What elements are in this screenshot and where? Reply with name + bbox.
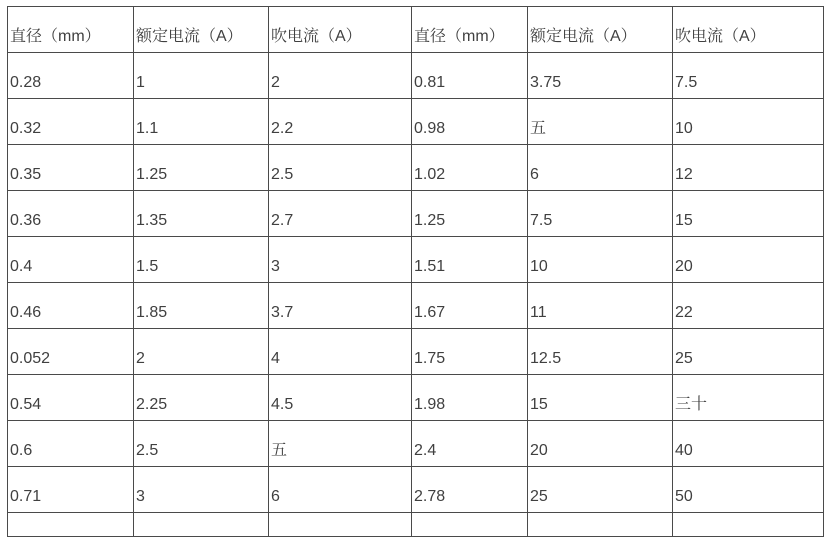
table-row	[8, 421, 824, 467]
table-cell: 25	[528, 467, 673, 513]
table-cell: 25	[673, 329, 824, 375]
table-cell: 3.7	[269, 283, 412, 329]
table-cell: 20	[673, 237, 824, 283]
table-cell: 1.25	[412, 191, 528, 237]
table-cell: 40	[673, 421, 824, 467]
table-row	[8, 145, 824, 191]
table-cell: 1.67	[412, 283, 528, 329]
table-row	[8, 467, 824, 513]
table-row	[8, 329, 824, 375]
table-cell: 2.5	[134, 421, 269, 467]
table-cell: 0.46	[8, 283, 134, 329]
table-cell	[412, 513, 528, 537]
table-row	[8, 53, 824, 99]
table-cell: 2	[134, 329, 269, 375]
table-row	[8, 99, 824, 145]
table-cell: 0.71	[8, 467, 134, 513]
table-cell: 50	[673, 467, 824, 513]
table-cell: 1.1	[134, 99, 269, 145]
table-row	[8, 283, 824, 329]
table-cell: 2.4	[412, 421, 528, 467]
table-cell: 0.98	[412, 99, 528, 145]
table-cell: 0.28	[8, 53, 134, 99]
table-cell	[134, 513, 269, 537]
table-cell: 0.052	[8, 329, 134, 375]
column-header-blow-current-right: 吹电流（A）	[673, 7, 824, 53]
table-row	[8, 191, 824, 237]
table-cell: 1.75	[412, 329, 528, 375]
table-cell: 0.81	[412, 53, 528, 99]
table-cell: 0.6	[8, 421, 134, 467]
table-cell: 6	[269, 467, 412, 513]
table-cell: 五	[528, 99, 673, 145]
table-row-empty	[8, 513, 824, 537]
table-cell: 12.5	[528, 329, 673, 375]
table-cell	[528, 513, 673, 537]
table-cell: 1.85	[134, 283, 269, 329]
table-row	[8, 375, 824, 421]
table-cell	[673, 513, 824, 537]
table-cell: 4	[269, 329, 412, 375]
table-cell: 2.2	[269, 99, 412, 145]
table-cell: 3.75	[528, 53, 673, 99]
table-row	[8, 237, 824, 283]
table-cell: 0.35	[8, 145, 134, 191]
table-cell: 22	[673, 283, 824, 329]
table-cell: 10	[528, 237, 673, 283]
table-cell: 五	[269, 421, 412, 467]
table-cell: 12	[673, 145, 824, 191]
table-cell: 1.5	[134, 237, 269, 283]
table-cell: 7.5	[528, 191, 673, 237]
table-cell: 3	[269, 237, 412, 283]
table-cell: 1	[134, 53, 269, 99]
table-cell: 2.7	[269, 191, 412, 237]
table-cell	[8, 513, 134, 537]
table-cell: 2.78	[412, 467, 528, 513]
table-cell: 2.25	[134, 375, 269, 421]
table-cell: 1.35	[134, 191, 269, 237]
table-cell: 2.5	[269, 145, 412, 191]
table-cell: 15	[673, 191, 824, 237]
table-cell: 0.36	[8, 191, 134, 237]
column-header-rated-current-right: 额定电流（A）	[528, 7, 673, 53]
table-cell: 1.98	[412, 375, 528, 421]
table-cell: 20	[528, 421, 673, 467]
table-cell: 6	[528, 145, 673, 191]
table-cell: 3	[134, 467, 269, 513]
column-header-rated-current-left: 额定电流（A）	[134, 7, 269, 53]
column-header-diameter-right: 直径（mm）	[412, 7, 528, 53]
fuse-wire-current-table	[7, 6, 824, 537]
table-cell: 1.02	[412, 145, 528, 191]
table-cell: 0.54	[8, 375, 134, 421]
table-cell: 2	[269, 53, 412, 99]
table-cell: 0.32	[8, 99, 134, 145]
table-cell: 11	[528, 283, 673, 329]
table-cell: 1.51	[412, 237, 528, 283]
table-cell: 0.4	[8, 237, 134, 283]
table-cell	[269, 513, 412, 537]
table-cell: 4.5	[269, 375, 412, 421]
table-header-row	[8, 7, 824, 53]
column-header-blow-current-left: 吹电流（A）	[269, 7, 412, 53]
table-cell: 7.5	[673, 53, 824, 99]
table-cell: 10	[673, 99, 824, 145]
table-cell: 1.25	[134, 145, 269, 191]
column-header-diameter-left: 直径（mm）	[8, 7, 134, 53]
table-cell: 三十	[673, 375, 824, 421]
table-cell: 15	[528, 375, 673, 421]
